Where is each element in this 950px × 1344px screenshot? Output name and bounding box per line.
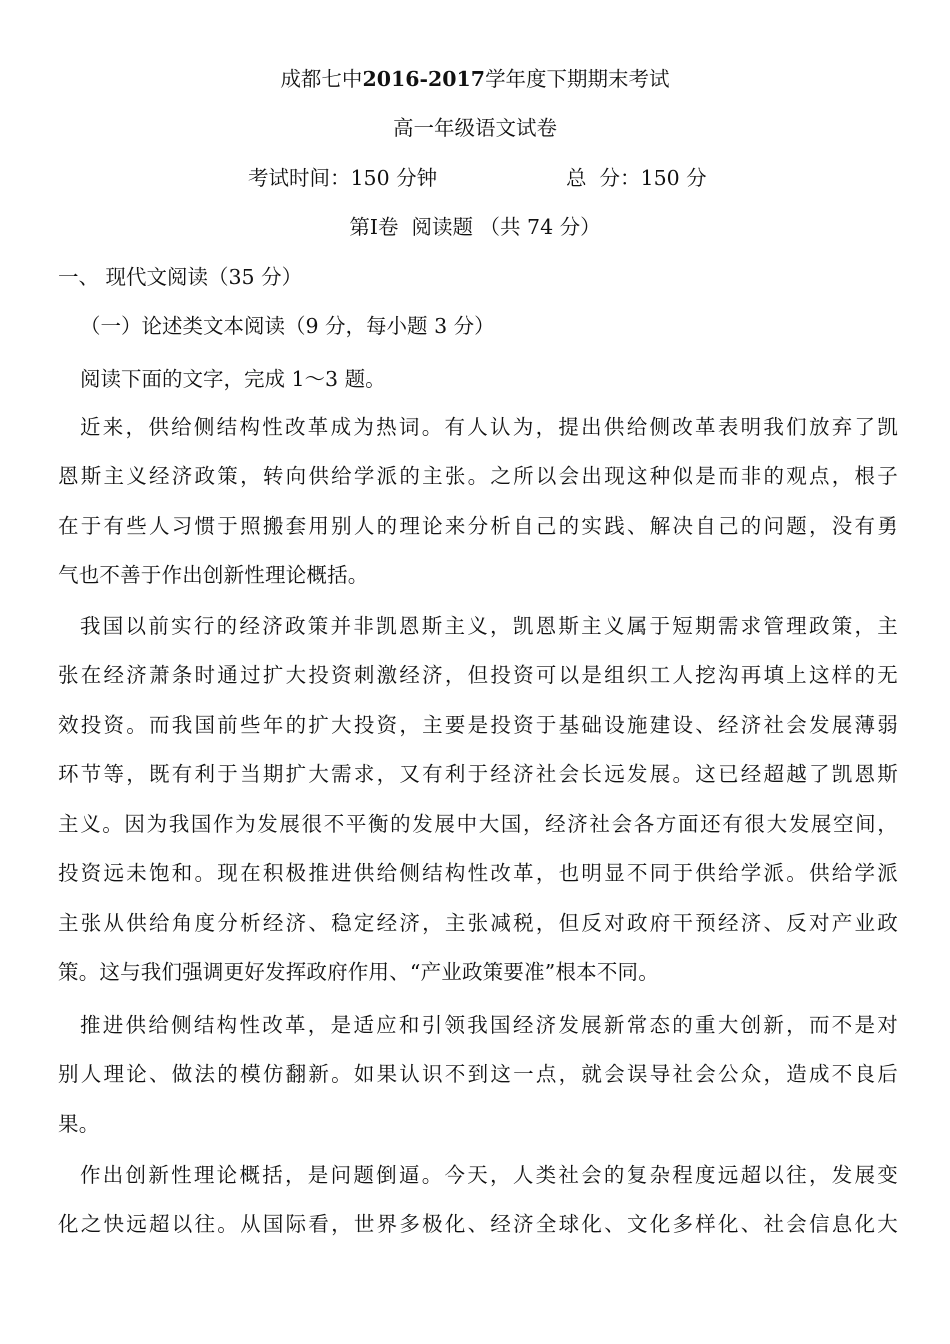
exam-total-score: 总 分：150 分: [566, 166, 707, 190]
exam-title: [0, 66, 950, 92]
paragraph-line: 张在经济萧条时通过扩大投资刺激经济，但投资可以是组织工人挖沟再填上这样的无: [58, 663, 898, 687]
paragraph-line: 气也不善于作出创新性理论概括。: [58, 563, 369, 587]
paragraph-line: 策。这与我们强调更好发挥政府作用、“产业政策要准”根本不同。: [58, 960, 659, 984]
paragraph-line: 近来，供给侧结构性改革成为热词。有人认为，提出供给侧改革表明我们放弃了凯: [80, 415, 898, 439]
exam-subtitle: 高一年级语文试卷: [393, 116, 557, 140]
title-prefix: 成都七中: [280, 67, 363, 91]
paragraph-line: 主义。因为我国作为发展很不平衡的发展中大国，经济社会各方面还有很大发展空间，: [58, 812, 898, 836]
subsection-heading: （一）论述类文本阅读（9 分，每小题 3 分）: [80, 314, 495, 338]
paragraph-line: 果。: [58, 1112, 100, 1136]
paragraph-line: 环节等，既有利于当期扩大需求，又有利于经济社会长远发展。这已经超越了凯恩斯: [58, 762, 898, 786]
section-heading: 一、 现代文阅读（35 分）: [58, 265, 303, 289]
paragraph-line: 主张从供给角度分析经济、稳定经济，主张减税，但反对政府干预经济、反对产业政: [58, 911, 898, 935]
reading-instruction: 阅读下面的文字，完成 1～3 题。: [80, 367, 386, 391]
paragraph-line: 投资远未饱和。现在积极推进供给侧结构性改革，也明显不同于供给学派。供给学派: [58, 861, 898, 885]
paragraph-line: 作出创新性理论概括，是问题倒逼。今天，人类社会的复杂程度远超以往，发展变: [80, 1163, 898, 1187]
paragraph-line: 别人理论、做法的模仿翻新。如果认识不到这一点，就会误导社会公众，造成不良后: [58, 1062, 898, 1086]
title-years: 2016-2017: [362, 67, 486, 91]
exam-time: 考试时间：150 分钟: [248, 166, 438, 190]
paragraph-line: 我国以前实行的经济政策并非凯恩斯主义，凯恩斯主义属于短期需求管理政策，主: [80, 614, 898, 638]
paragraph-line: 恩斯主义经济政策，转向供给学派的主张。之所以会出现这种似是而非的观点，根子: [58, 464, 898, 488]
paragraph-line: 推进供给侧结构性改革，是适应和引领我国经济发展新常态的重大创新，而不是对: [80, 1013, 898, 1037]
paragraph-line: 化之快远超以往。从国际看，世界多极化、经济全球化、文化多样化、社会信息化大: [58, 1212, 898, 1236]
paragraph-line: 在于有些人习惯于照搬套用别人的理论来分析自己的实践、解决自己的问题，没有勇: [58, 514, 898, 538]
title-suffix: 学年度下期期末考试: [485, 67, 670, 91]
paragraph-line: 效投资。而我国前些年的扩大投资，主要是投资于基础设施建设、经济社会发展薄弱: [58, 713, 898, 737]
part-title: 第Ⅰ卷 阅读题 （共 74 分）: [349, 215, 601, 239]
